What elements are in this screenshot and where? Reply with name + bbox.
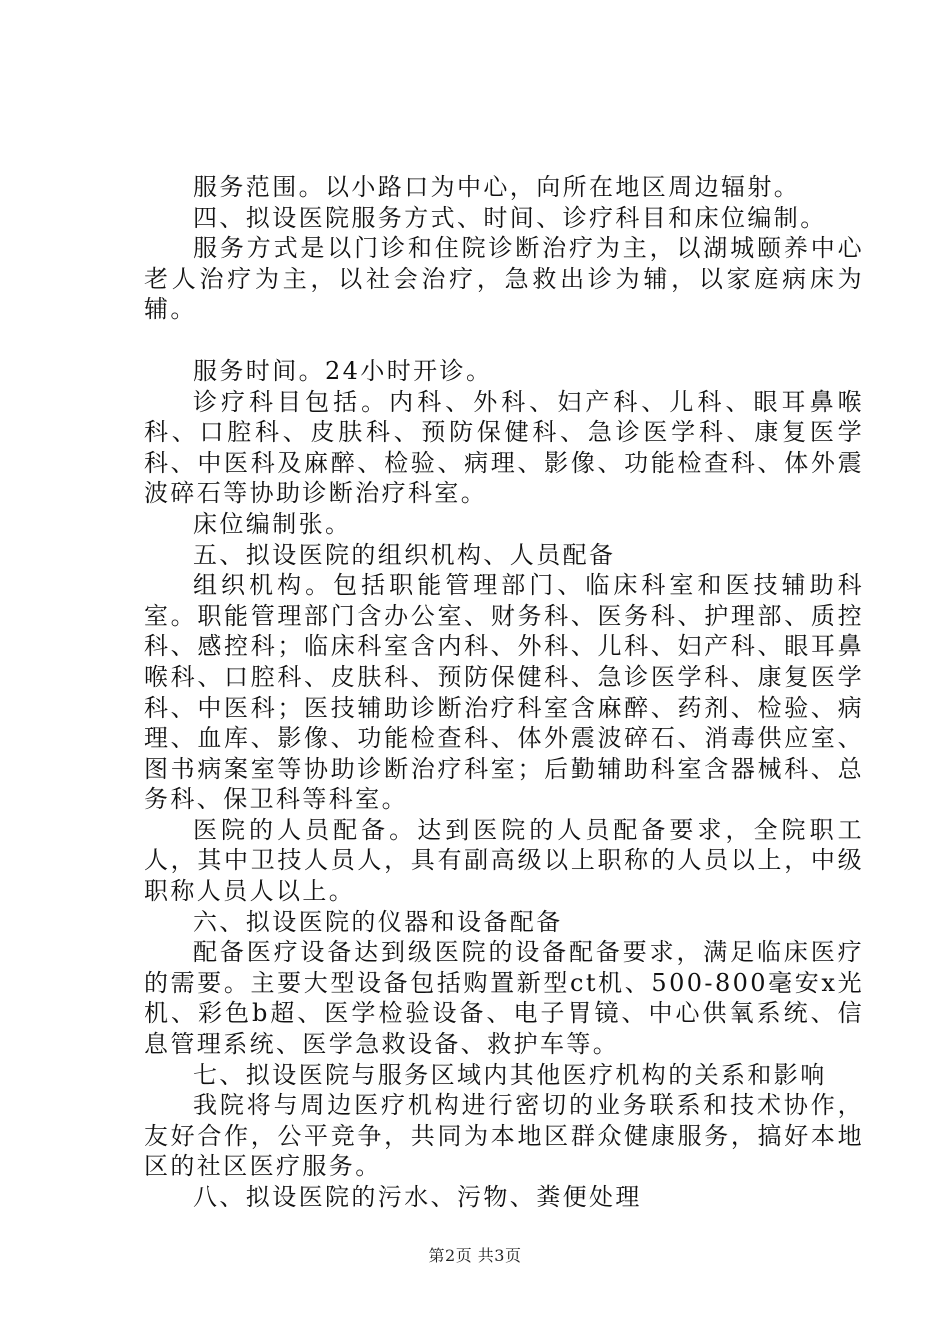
- heading-section-6: 六、拟设医院的仪器和设备配备: [193, 907, 563, 936]
- heading-section-8: 八、拟设医院的污水、污物、粪便处理: [193, 1183, 642, 1211]
- heading-section-4: 四、拟设医院服务方式、时间、诊疗科目和床位编制。: [193, 203, 827, 232]
- page-number-footer: 第2页 共3页: [428, 1246, 522, 1265]
- paragraph-staffing: 医院的人员配备。达到医院的人员配备要求，全院职工人，其中卫技人员人，具有副高级以上职称的人员以上，中级职称人员人以上。: [144, 815, 864, 906]
- paragraph-cooperation: 我院将与周边医疗机构进行密切的业务联系和技术协作，友好合作，公平竞争，共同为本地区群众健康服务，搞好本地区的社区医疗服务。: [144, 1091, 864, 1181]
- paragraph-service-scope: 服务范围。以小路口为中心，向所在地区周边辐射。: [193, 173, 801, 201]
- paragraph-clinical-departments: 诊疗科目包括。内科、外科、妇产科、儿科、眼耳鼻喉科、口腔科、皮肤科、预防保健科、急诊医学科、康复医学科、中医科及麻醉、检验、病理、影像、功能检查科、体外震波碎石等协助诊断治疗科室。: [144, 387, 864, 508]
- paragraph-equipment: 配备医疗设备达到级医院的设备配备要求，满足临床医疗的需要。主要大型设备包括购置新型ct机、500-800毫安x光机、彩色b超、医学检验设备、电子胃镜、中心供氧系统、信息管理系统、医学急救设备、救护车等。: [144, 938, 864, 1059]
- paragraph-organization: 组织机构。包括职能管理部门、临床科室和医技辅助科室。职能管理部门含办公室、财务科、医务科、护理部、质控科、感控科；临床科室含内科、外科、儿科、妇产科、眼耳鼻喉科、口腔科、皮肤科、预防保健科、急诊医学科、康复医学科、中医科；医技辅助诊断治疗科室含麻醉、药剂、检验、病理、血库、影像、功能检查科、体外震波碎石、消毒供应室、图书病案室等协助诊断治疗科室；后勤辅助科室含器械科、总务科、保卫科等科室。: [144, 571, 864, 814]
- heading-section-7: 七、拟设医院与服务区域内其他医疗机构的关系和影响: [193, 1060, 827, 1089]
- paragraph-bed-count: 床位编制张。: [193, 509, 352, 538]
- paragraph-service-mode: 服务方式是以门诊和住院诊断治疗为主，以湖城颐养中心老人治疗为主，以社会治疗，急救出诊为辅，以家庭病床为辅。: [144, 234, 864, 324]
- paragraph-service-time: 服务时间。24小时开诊。: [193, 356, 493, 385]
- document-body: [144, 172, 864, 1213]
- heading-section-5: 五、拟设医院的组织机构、人员配备: [193, 540, 616, 569]
